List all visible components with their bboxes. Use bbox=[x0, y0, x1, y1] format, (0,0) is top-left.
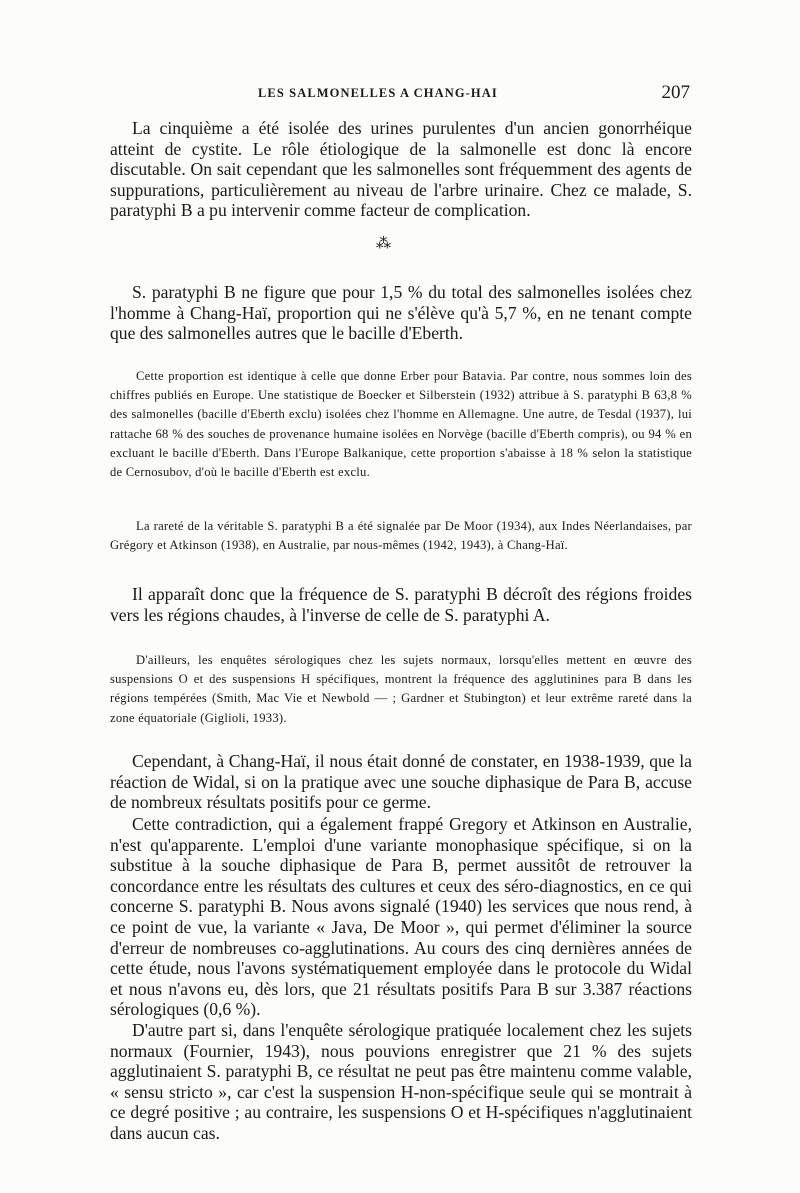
paragraph-4: Cependant, à Chang-Haï, il nous était donné de constater, en 1938-1939, que la réaction de Widal, si on la pratique avec une souche diphasique de Para B, accuse de nombreux résultats positifs pour ce germe. bbox=[110, 751, 692, 813]
paragraph-6: D'autre part si, dans l'enquête sérologique pratiquée localement chez les sujets normaux (Fournier, 1943), nous pouvions enregistrer que 21 % des sujets agglutinaient S. paratyphi B, ce résultat ne peut pas être maintenu comme valable, « sensu stricto », car c'est la suspension H-non-spécifique seule qui se montrait à ce degré positive ; au contraire, les suspensions O et H-spécifiques n'agglutinaient dans aucun cas. bbox=[110, 1020, 692, 1143]
note-paragraph-3: D'ailleurs, les enquêtes sérologiques chez les sujets normaux, lorsqu'elles mettent en œuvre des suspensions O et des suspensions H spécifiques, montrent la fréquence des agglutinines para B dans les régions tempérées (Smith, Mac Vie et Newbold — ; Gardner et Stubington) et leur extrême rareté dans la zone équatoriale (Giglioli, 1933). bbox=[110, 653, 692, 725]
paragraph-1: La cinquième a été isolée des urines purulentes d'un ancien gonorrhéique atteint de cystite. Le rôle étiologique de la salmonelle est donc là encore discutable. On sait cependant que les salmonelles sont fréquemment des agents de suppurations, particulièrement au niveau de l'arbre urinaire. Chez ce malade, S. paratyphi B a pu intervenir comme facteur de complication. bbox=[110, 118, 692, 221]
note-paragraph-1: Cette proportion est identique à celle que donne Erber pour Batavia. Par contre, nous sommes loin des chiffres publiés en Europe. Une statistique de Boecker et Silberstein (1932) attribue à S. paratyphi B 63,8 % des salmonelles (bacille d'Eberth exclu) isolées chez l'homme en Allemagne. Une autre, de Tesdal (1937), lui rattache 68 % des souches de provenance humaine isolées en Norvège (bacille d'Eberth compris), ou 94 % en excluant le bacille d'Eberth. Dans l'Europe Balkanique, cette proportion s'abaisse à 18 % selon la statistique de Cernosubov, d'où le bacille d'Eberth est exclu. bbox=[110, 369, 692, 480]
section-separator: ⁂ bbox=[376, 236, 391, 252]
paragraph-5: Cette contradiction, qui a également frappé Gregory et Atkinson en Australie, n'est qu'apparente. L'emploi d'une variante monophasique spécifique, si on la substitue à la souche diphasique de Para B, permet aussitôt de retrouver la concordance entre les résultats des cultures et ceux des séro-diagnostics, en ce qui concerne S. paratyphi B. Nous avons signalé (1940) les services que nous rend, à ce point de vue, la variante « Java, De Moor », qui permet d'éliminer la source d'erreur de nombreuses co-agglutinations. Au cours des cinq dernières années de cette étude, nous l'avons systématiquement employée dans le protocole du Widal et nous n'avons eu, dès lors, que 21 résultats positifs Para B sur 3.387 réactions sérologiques (0,6 %). bbox=[110, 814, 692, 1020]
note-paragraph-2: La rareté de la véritable S. paratyphi B a été signalée par De Moor (1934), aux Indes Néerlandaises, par Grégory et Atkinson (1938), en Australie, par nous-mêmes (1942, 1943), à Chang-Haï. bbox=[110, 519, 692, 553]
paragraph-2: S. paratyphi B ne figure que pour 1,5 % du total des salmonelles isolées chez l'homme à Chang-Haï, proportion qui ne s'élève qu'à 5,7 %, en ne tenant compte que des salmonelles autres que le bacille d'Eberth. bbox=[110, 282, 692, 344]
running-title: LES SALMONELLES A CHANG-HAI bbox=[258, 86, 498, 100]
paragraph-3: Il apparaît donc que la fréquence de S. paratyphi B décroît des régions froides vers les régions chaudes, à l'inverse de celle de S. paratyphi A. bbox=[110, 584, 692, 625]
page-number: 207 bbox=[661, 82, 690, 103]
page-header bbox=[110, 84, 690, 108]
